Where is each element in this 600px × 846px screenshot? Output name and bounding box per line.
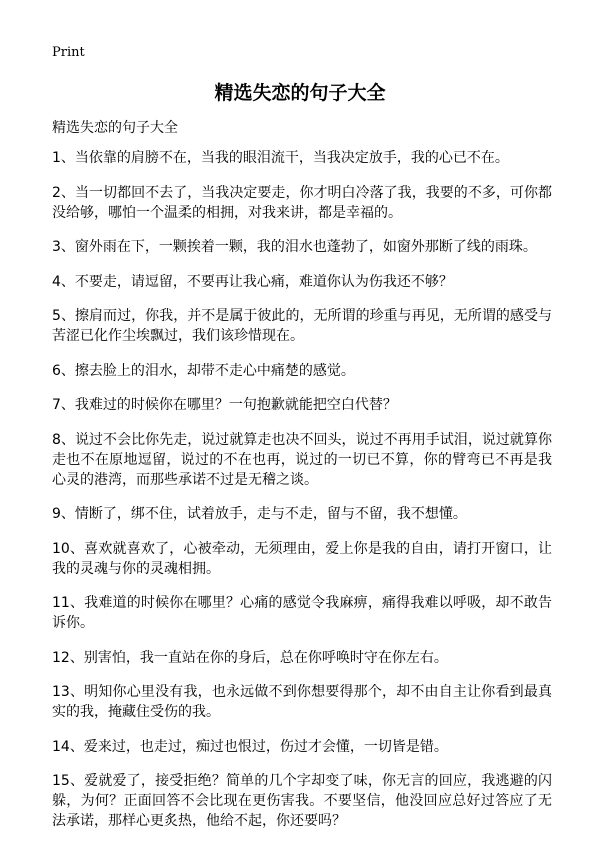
quote-list	[52, 148, 552, 846]
list-item: 10、喜欢就喜欢了，心被牵动，无须理由，爱上你是我的自由，请打开窗口，让我的灵魂与你的灵魂相拥。	[52, 540, 552, 577]
list-item: 12、别害怕，我一直站在你的身后，总在你呼唤时守在你左右。	[52, 649, 448, 666]
list-item: 4、不要走，请逗留，不要再让我心痛，难道你认为伤我还不够？	[52, 273, 453, 290]
list-item: 1、当依靠的肩膀不在，当我的眼泪流干，当我决定放手，我的心已不在。	[52, 150, 509, 166]
list-item: 5、擦肩而过，你我，并不是属于彼此的，无所谓的珍重与再见，无所谓的感受与苦涩已化作尘埃飘过，我们该珍惜现在。	[52, 308, 552, 344]
list-item: 13、明知你心里没有我，也永远做不到你想要得那个，却不由自主让你看到最真实的我，掩藏住受伤的我。	[52, 684, 552, 720]
list-item: 3、窗外雨在下，一颗挨着一颗，我的泪水也蓬勃了，如窗外那断了线的雨珠。	[52, 239, 537, 255]
document-subtitle: 精选失恋的句子大全	[52, 120, 178, 136]
page-title: 精选失恋的句子大全	[214, 82, 386, 104]
list-item: 14、爱来过，也走过，痴过也恨过，伤过才会懂，一切皆是错。	[52, 738, 448, 755]
print-link[interactable]: Print	[52, 45, 85, 60]
list-item: 6、擦去脸上的泪水，却带不走心中痛楚的感觉。	[52, 362, 355, 379]
list-item: 11、我难道的时候你在哪里？心痛的感觉令我麻痹，痛得我难以呼吸，却不敢告诉你。	[52, 595, 552, 631]
list-item: 7、我难过的时候你在哪里？一句抱歉就能把空白代替？	[52, 397, 397, 413]
list-item: 2、当一切都回不去了，当我决定要走，你才明白冷落了我，我要的不多，可你都没给够，哪怕一个温柔的相拥，对我来讲，都是幸福的。	[52, 184, 552, 221]
list-item: 9、情断了，绑不住，试着放手，走与不走，留与不留，我不想懂。	[52, 506, 467, 522]
list-item: 15、爱就爱了，接受拒绝？简单的几个字却变了味，你无言的回应，我逃避的闪躲，为何？正面回答不会比现在更伤害我。不要坚信，他没回应总好过答应了无法承诺，那样心更炙热，他给不起，你还要吗？	[52, 773, 552, 829]
list-item: 8、说过不会比你先走，说过就算走也决不回头，说过不再用手试泪，说过就算你走也不在原地逗留，说过的不在也再，说过的一切已不算，你的臂弯已不再是我心灵的港湾，而那些承诺不过是无稽之谈。	[52, 431, 552, 488]
